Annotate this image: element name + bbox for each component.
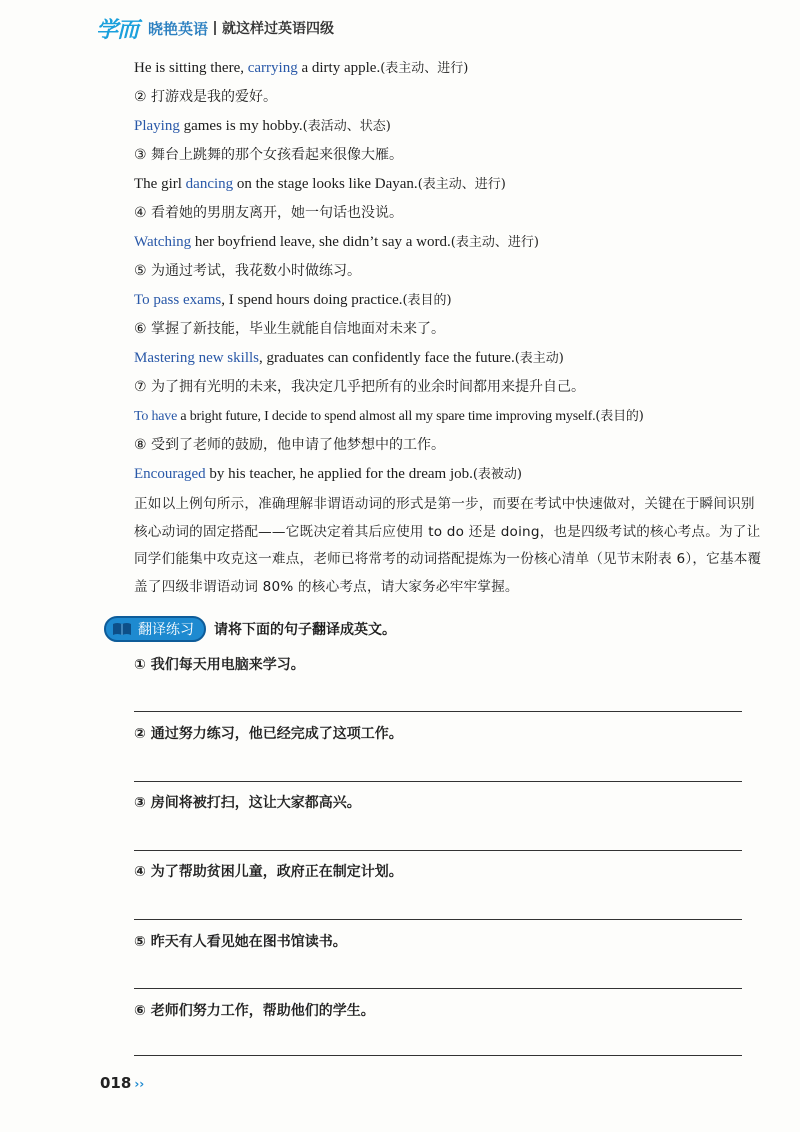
answer-line[interactable] bbox=[134, 988, 742, 989]
example-en-1: He is sitting there, carrying a dirty apple.(表主动、进行) bbox=[134, 60, 469, 76]
exercise-question: ⑥ 老师们努力工作，帮助他们的学生。 bbox=[134, 1003, 375, 1019]
exercise-instruction: 请将下面的句子翻译成英文。 bbox=[214, 622, 396, 638]
exercise-header bbox=[104, 616, 396, 642]
header-divider bbox=[214, 21, 216, 35]
example-zh-5: ⑤ 为通过考试，我花数小时做练习。 bbox=[134, 263, 362, 279]
exercise-question: ③ 房间将被打扫，这让大家都高兴。 bbox=[134, 795, 361, 811]
answer-line[interactable] bbox=[134, 711, 742, 712]
page-header bbox=[96, 14, 334, 42]
publisher-logo: 学而 bbox=[96, 17, 139, 43]
example-zh-3: ③ 舞台上跳舞的那个女孩看起来很像大雁。 bbox=[134, 147, 403, 163]
brand-name: 晓艳英语 bbox=[148, 19, 209, 38]
exercise-badge-label: 翻译练习 bbox=[138, 622, 194, 638]
example-zh-6: ⑥ 掌握了新技能，毕业生就能自信地面对未来了。 bbox=[134, 321, 445, 337]
exercise-item-6 bbox=[134, 1000, 742, 1020]
book-icon bbox=[112, 622, 132, 636]
page-footer bbox=[100, 1074, 144, 1092]
exercise-item-3 bbox=[134, 792, 742, 812]
answer-line[interactable] bbox=[134, 781, 742, 782]
exercise-question: ① 我们每天用电脑来学习。 bbox=[134, 657, 305, 673]
example-en-4: Watching her boyfriend leave, she didn’t say a word.(表主动、进行) bbox=[134, 234, 539, 250]
example-sentences bbox=[134, 54, 754, 489]
page-number: 018 bbox=[100, 1074, 132, 1092]
exercise-question: ② 通过努力练习，他已经完成了这项工作。 bbox=[134, 726, 403, 742]
example-en-2: Playing games is my hobby.(表活动、状态) bbox=[134, 118, 391, 134]
answer-line[interactable] bbox=[134, 850, 742, 851]
example-en-5: To pass exams, I spend hours doing practice.(表目的) bbox=[134, 292, 452, 308]
exercise-item-4 bbox=[134, 861, 742, 881]
example-zh-4: ④ 看着她的男朋友离开，她一句话也没说。 bbox=[134, 205, 403, 221]
explanation-paragraph: 正如以上例句所示，准确理解非谓语动词的形式是第一步，而要在考试中快速做对，关键在于瞬间识别核心动词的固定搭配——它既决定着其后应使用 to do 还是 doing，也是四级考试的核心考点。为了让同学们能集中攻克这一难点，老师已将常考的动词搭配提炼为一份核心清单（见节末附表 6），它基本覆盖了四级非谓语动词 80% 的核心考点，请大家务必牢牢掌握。 bbox=[134, 496, 762, 595]
example-zh-2: ② 打游戏是我的爱好。 bbox=[134, 89, 278, 105]
exercise-item-2 bbox=[134, 723, 742, 743]
example-zh-8: ⑧ 受到了老师的鼓励，他申请了他梦想中的工作。 bbox=[134, 437, 445, 453]
exercise-question: ④ 为了帮助贫困儿童，政府正在制定计划。 bbox=[134, 864, 403, 880]
example-en-3: The girl dancing on the stage looks like Dayan.(表主动、进行) bbox=[134, 176, 506, 192]
exercise-badge bbox=[104, 616, 206, 642]
example-en-8: Encouraged by his teacher, he applied for the dream job.(表被动) bbox=[134, 466, 523, 482]
page-arrow-icon: ›› bbox=[134, 1077, 145, 1091]
answer-line[interactable] bbox=[134, 919, 742, 920]
series-title: 就这样过英语四级 bbox=[222, 21, 335, 37]
exercise-question: ⑤ 昨天有人看见她在图书馆读书。 bbox=[134, 934, 347, 950]
example-en-6: Mastering new skills, graduates can confidently face the future.(表主动) bbox=[134, 350, 564, 366]
example-zh-7: ⑦ 为了拥有光明的未来，我决定几乎把所有的业余时间都用来提升自己。 bbox=[134, 379, 585, 395]
exercise-item-1 bbox=[134, 654, 742, 674]
example-en-7: To have a bright future, I decide to spend almost all my spare time improving myself.(表目的) bbox=[134, 409, 644, 424]
exercise-item-5 bbox=[134, 931, 742, 951]
answer-line[interactable] bbox=[134, 1055, 742, 1056]
